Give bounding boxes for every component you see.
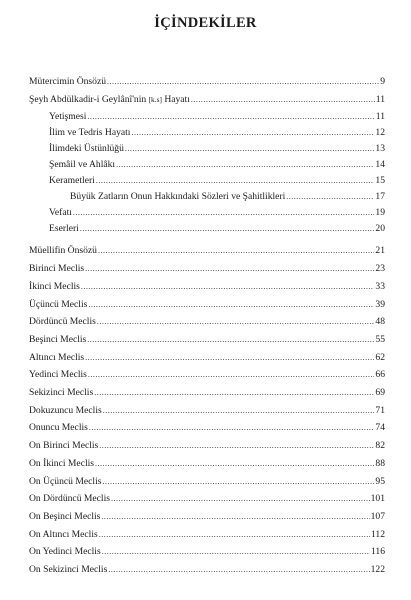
- toc-entry[interactable]: [49, 207, 385, 219]
- toc-entry-page: 112: [370, 529, 385, 540]
- toc-entry-label: Dokuzuncu Meclis: [29, 405, 102, 416]
- toc-entry-label: On Birinci Meclis: [29, 440, 99, 451]
- toc-entry[interactable]: [49, 159, 385, 171]
- dot-leader: [103, 405, 375, 417]
- toc-entry-label: On Yedinci Meclis: [29, 546, 101, 557]
- toc-entry-page: 74: [375, 422, 385, 433]
- toc-entry-page: 39: [375, 299, 385, 310]
- toc-entry-page: 33: [375, 281, 385, 292]
- toc-entry[interactable]: [49, 175, 385, 187]
- toc-entry[interactable]: [29, 440, 385, 452]
- toc-entry-page: 14: [375, 159, 385, 170]
- dot-leader: [87, 334, 374, 346]
- toc-entry[interactable]: [29, 458, 385, 470]
- toc-entry[interactable]: [29, 263, 385, 275]
- toc-entry-page: 95: [375, 476, 385, 487]
- toc-entry[interactable]: [29, 564, 385, 576]
- dot-leader: [80, 223, 375, 235]
- toc-entry[interactable]: [29, 94, 385, 106]
- toc-entry[interactable]: [29, 546, 385, 558]
- dot-leader: [111, 493, 370, 505]
- toc-entry-label: On Beşinci Meclis: [29, 511, 101, 522]
- toc-entry-page: 23: [375, 263, 385, 274]
- toc-entry-page: 11: [375, 94, 385, 105]
- toc-entry[interactable]: [29, 369, 385, 381]
- dot-leader: [88, 369, 374, 381]
- dot-leader: [95, 458, 374, 470]
- toc-entry[interactable]: [29, 76, 385, 88]
- dot-leader: [89, 422, 375, 434]
- toc-entry-label: Kerametleri: [49, 175, 95, 186]
- toc-entry-label: Sekizinci Meclis: [29, 387, 94, 398]
- toc-entry-page: 15: [375, 175, 385, 186]
- dot-leader: [94, 387, 374, 399]
- toc-entry-label: On Sekizinci Meclis: [29, 564, 108, 575]
- toc-entry-page: 20: [375, 223, 385, 234]
- toc-entry-page: 19: [375, 207, 385, 218]
- toc-entry-label: Şemâil ve Ahlâkı: [49, 159, 116, 170]
- toc-entry[interactable]: [29, 245, 385, 257]
- toc-entry[interactable]: [29, 476, 385, 488]
- toc-entry-label: Eserleri: [49, 223, 79, 234]
- toc-entry-label: Beşinci Meclis: [29, 334, 87, 345]
- toc-entry[interactable]: [29, 334, 385, 346]
- dot-leader: [81, 281, 375, 293]
- dot-leader: [87, 111, 374, 123]
- toc-entry-label: On İkinci Meclis: [29, 458, 95, 469]
- dot-leader: [99, 440, 374, 452]
- dot-leader: [99, 529, 370, 541]
- toc-entry[interactable]: [29, 387, 385, 399]
- page-title: İÇİNDEKİLER: [154, 15, 257, 31]
- dot-leader: [107, 76, 379, 88]
- toc-entry[interactable]: [29, 316, 385, 328]
- toc-entry-page: 122: [370, 564, 385, 575]
- toc-entry-label: Üçüncü Meclis: [29, 299, 88, 310]
- toc-entry[interactable]: [49, 143, 385, 155]
- toc-entry[interactable]: [29, 352, 385, 364]
- toc-entry-page: 116: [370, 546, 385, 557]
- toc-entry-page: 88: [375, 458, 385, 469]
- toc-entry-page: 55: [375, 334, 385, 345]
- toc-entry-label: İlimdeki Üstünlüğü: [49, 143, 124, 154]
- toc-entry-page: 71: [375, 405, 385, 416]
- toc-entry-page: 11: [375, 111, 385, 122]
- toc-entry[interactable]: [49, 127, 385, 139]
- toc-entry-label: Mütercimin Önsözü: [29, 76, 107, 87]
- toc-entry[interactable]: [29, 299, 385, 311]
- dot-leader: [286, 191, 374, 203]
- toc-entry-label: Şeyh Abdülkadir-i Geylânî'nin [k.s] Hayatı: [29, 94, 190, 105]
- toc-entry-page: 13: [375, 143, 385, 154]
- toc-entry-label: Onuncu Meclis: [29, 422, 88, 433]
- toc-entry-label: Büyük Zatların Onun Hakkındaki Sözleri ve Şahitlikleri: [70, 191, 286, 202]
- toc-entry[interactable]: [70, 191, 385, 203]
- toc-entry-label: Dördüncü Meclis: [29, 316, 96, 327]
- toc-entry-page: 101: [370, 493, 385, 504]
- toc-entry-label: Birinci Meclis: [29, 263, 85, 274]
- dot-leader: [85, 263, 374, 275]
- toc-entry-label: Yetişmesi: [49, 111, 87, 122]
- toc-entry[interactable]: [29, 422, 385, 434]
- toc-entry-page: 62: [375, 352, 385, 363]
- toc-entry[interactable]: [29, 281, 385, 293]
- toc-entry[interactable]: [49, 223, 385, 235]
- dot-leader: [102, 476, 374, 488]
- toc-entry-page: 107: [370, 511, 385, 522]
- toc-entry-label: Yedinci Meclis: [29, 369, 87, 380]
- dot-leader: [88, 299, 374, 311]
- dot-leader: [73, 207, 374, 219]
- dot-leader: [85, 352, 374, 364]
- toc-entry-label: On Altıncı Meclis: [29, 529, 98, 540]
- toc-entry-page: 66: [375, 369, 385, 380]
- toc-entry-label: İkinci Meclis: [29, 281, 80, 292]
- toc-entry[interactable]: [49, 111, 385, 123]
- toc-entry-page: 48: [375, 316, 385, 327]
- toc-entry-page: 21: [375, 245, 385, 256]
- dot-leader: [96, 175, 375, 187]
- toc-entry-label: Müellifin Önsözü: [29, 245, 97, 256]
- dot-leader: [108, 564, 369, 576]
- toc-entry-page: 82: [375, 440, 385, 451]
- dot-leader: [191, 94, 375, 106]
- dot-leader: [125, 143, 375, 155]
- dot-leader: [101, 511, 369, 523]
- toc-entry[interactable]: [29, 493, 385, 505]
- toc-entry-label: İlim ve Tedris Hayatı: [49, 127, 131, 138]
- dot-leader: [98, 245, 374, 257]
- dot-leader: [97, 316, 375, 328]
- toc-entry[interactable]: [29, 511, 385, 523]
- dot-leader: [102, 546, 370, 558]
- toc-entry-page: 17: [375, 191, 385, 202]
- toc-entry-label: Altıncı Meclis: [29, 352, 85, 363]
- toc-entry-label: On Dördüncü Meclis: [29, 493, 110, 504]
- toc-entry-page: 12: [375, 127, 385, 138]
- dot-leader: [116, 159, 374, 171]
- toc-entry[interactable]: [29, 405, 385, 417]
- toc-entry-page: 9: [380, 76, 385, 87]
- dot-leader: [131, 127, 374, 139]
- toc-entry-page: 69: [375, 387, 385, 398]
- toc-entry-label: On Üçüncü Meclis: [29, 476, 102, 487]
- toc-entry-label: Vefatı: [49, 207, 72, 218]
- toc-entry[interactable]: [29, 529, 385, 541]
